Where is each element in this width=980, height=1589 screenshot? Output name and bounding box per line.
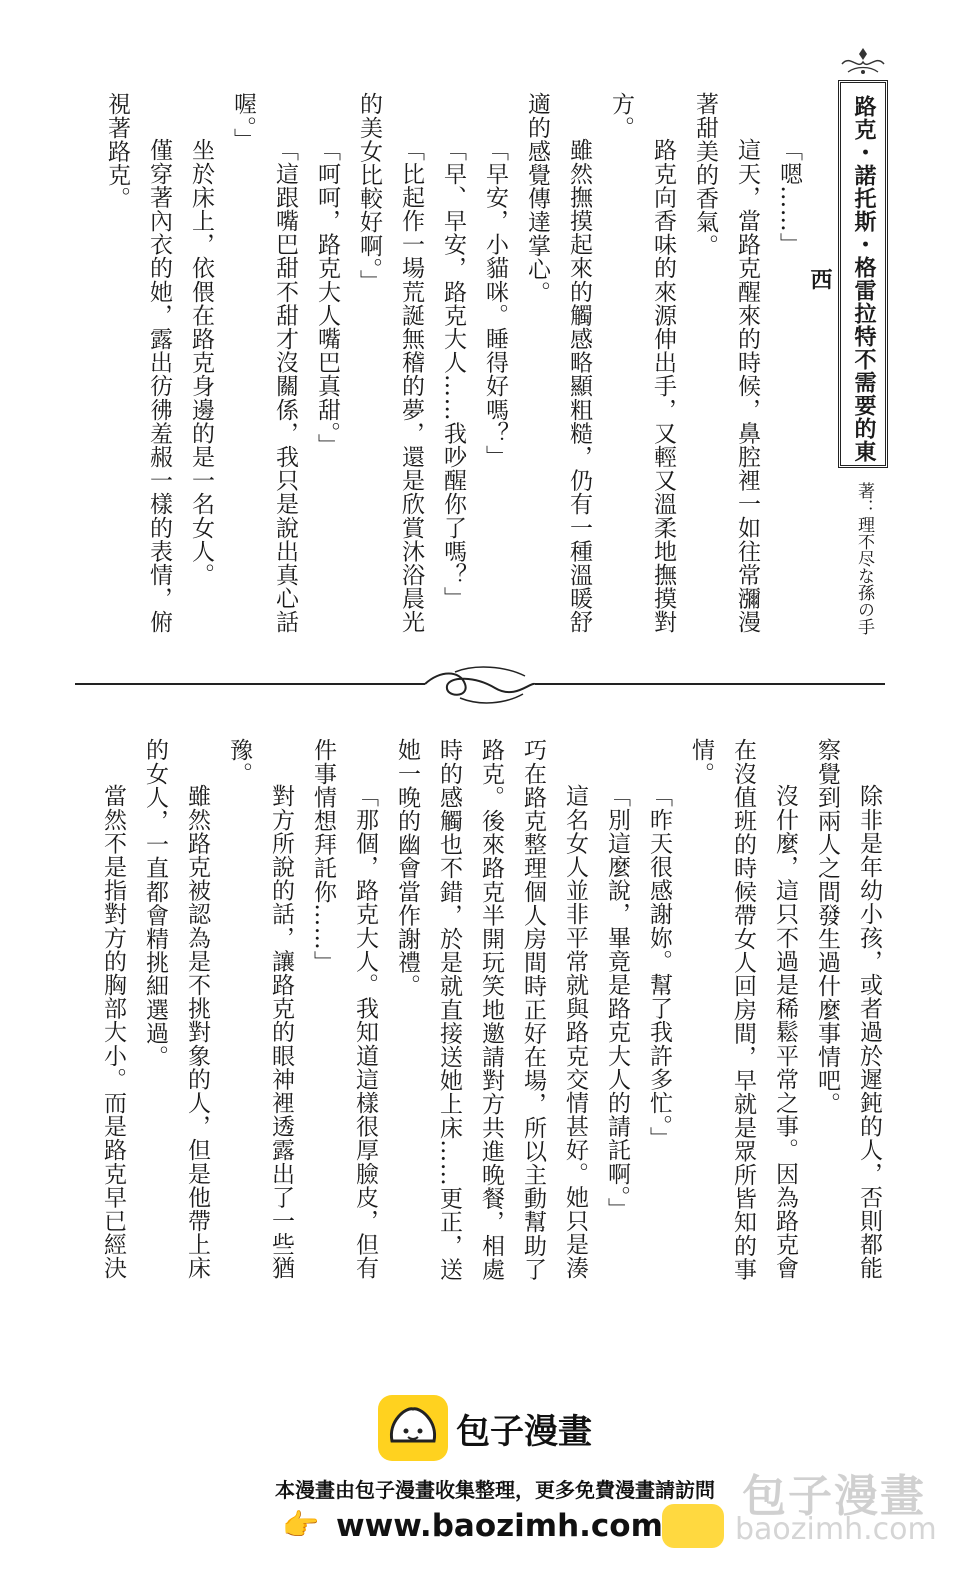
- pointing-hand-icon: 👉: [282, 1508, 320, 1543]
- text-column: 雖然路克被認為是不挑對象的人，但是他帶上床: [184, 784, 210, 1280]
- text-column: 的女人，一直都會精挑細選過。: [142, 738, 168, 1069]
- text-column: 喔。」: [230, 92, 256, 152]
- text-block-top: [96, 92, 810, 632]
- section-divider: [75, 662, 885, 708]
- text-column: 對方所說的話，讓路克的眼神裡透露出了一些猶: [268, 784, 294, 1280]
- text-block-bottom: [92, 738, 890, 1281]
- text-column: 察覺到兩人之間發生過什麼事情吧。: [814, 738, 840, 1116]
- text-column: 著甜美的香氣。: [692, 92, 718, 258]
- text-column: 巧在路克整理個人房間時正好在場，所以主動幫助了: [520, 738, 546, 1281]
- text-column: 「昨天很感謝妳。幫了我許多忙。」: [646, 784, 672, 1151]
- text-column: 沒什麼，這只不過是稀鬆平常之事。因為路克會: [772, 784, 798, 1280]
- text-column: 這天，當路克醒來的時候，鼻腔裡一如往常瀰漫: [734, 138, 760, 634]
- text-column: 除非是年幼小孩，或者過於遲鈍的人，否則都能: [856, 784, 882, 1280]
- chapter-title: 路克・諾托斯・格雷拉特不需要的東西: [838, 80, 888, 468]
- footer-notice: 本漫畫由包子漫畫收集整理，更多免費漫畫請訪問: [275, 1478, 715, 1502]
- text-column: 情。: [688, 738, 714, 786]
- text-column: 當然不是指對方的胸部大小。而是路克早已經決: [100, 784, 126, 1280]
- text-column: 「比起作一場荒誕無稽的夢，還是欣賞沐浴晨光: [398, 138, 424, 634]
- watermark-bun-icon: [662, 1504, 724, 1548]
- baozi-logo-icon: [378, 1395, 448, 1461]
- text-column: 時的感觸也不錯，於是就直接送她上床……更正，送: [436, 738, 462, 1281]
- text-column: 「這跟嘴巴甜不甜才沒關係，我只是說出真心話: [272, 138, 298, 634]
- text-column: 方。: [608, 92, 634, 140]
- text-column: 雖然撫摸起來的觸感略顯粗糙，仍有一種溫暖舒: [566, 138, 592, 634]
- logo-text: 包子漫畫: [456, 1412, 592, 1452]
- text-column: 她一晚的幽會當作謝禮。: [394, 738, 420, 998]
- text-column: 「嗯……」: [776, 138, 802, 256]
- site-link[interactable]: www.baozimh.com: [336, 1508, 663, 1544]
- text-column: 在沒值班的時候帶女人回房間，早就是眾所皆知的事: [730, 738, 756, 1281]
- text-column: 「別這麼說，畢竟是路克大人的請託啊。」: [604, 784, 630, 1221]
- text-column: 視著路克。: [104, 92, 130, 210]
- text-column: 「那個，路克大人。我知道這樣很厚臉皮，但有: [352, 784, 378, 1280]
- text-column: 適的感覺傳達掌心。: [524, 92, 550, 305]
- text-column: 件事情想拜託你……」: [310, 738, 336, 974]
- watermark-title: 包子漫畫: [742, 1471, 926, 1522]
- watermark-url: baozimh.com: [735, 1512, 937, 1547]
- text-column: 「早安，小貓咪。睡得好嗎？」: [482, 138, 508, 469]
- text-column: 坐於床上，依偎在路克身邊的是一名女人。: [188, 138, 214, 587]
- text-column: 的美女比較好啊。」: [356, 92, 382, 293]
- text-column: 僅穿著內衣的她，露出彷彿羞赧一樣的表情，俯: [146, 138, 172, 634]
- text-column: 豫。: [226, 738, 252, 786]
- author-credit: 著：理不尽な孫の手: [854, 482, 874, 635]
- ornament-icon: [838, 46, 888, 78]
- text-column: 「呵呵，路克大人嘴巴真甜。」: [314, 138, 340, 457]
- text-column: 路克。後來路克半開玩笑地邀請對方共進晚餐，相處: [478, 738, 504, 1281]
- text-column: 「早、早安，路克大人……我吵醒你了嗎？」: [440, 138, 466, 610]
- text-column: 路克向香味的來源伸出手，又輕又溫柔地撫摸對: [650, 138, 676, 634]
- text-column: 這名女人並非平常就與路克交情甚好。她只是湊: [562, 784, 588, 1280]
